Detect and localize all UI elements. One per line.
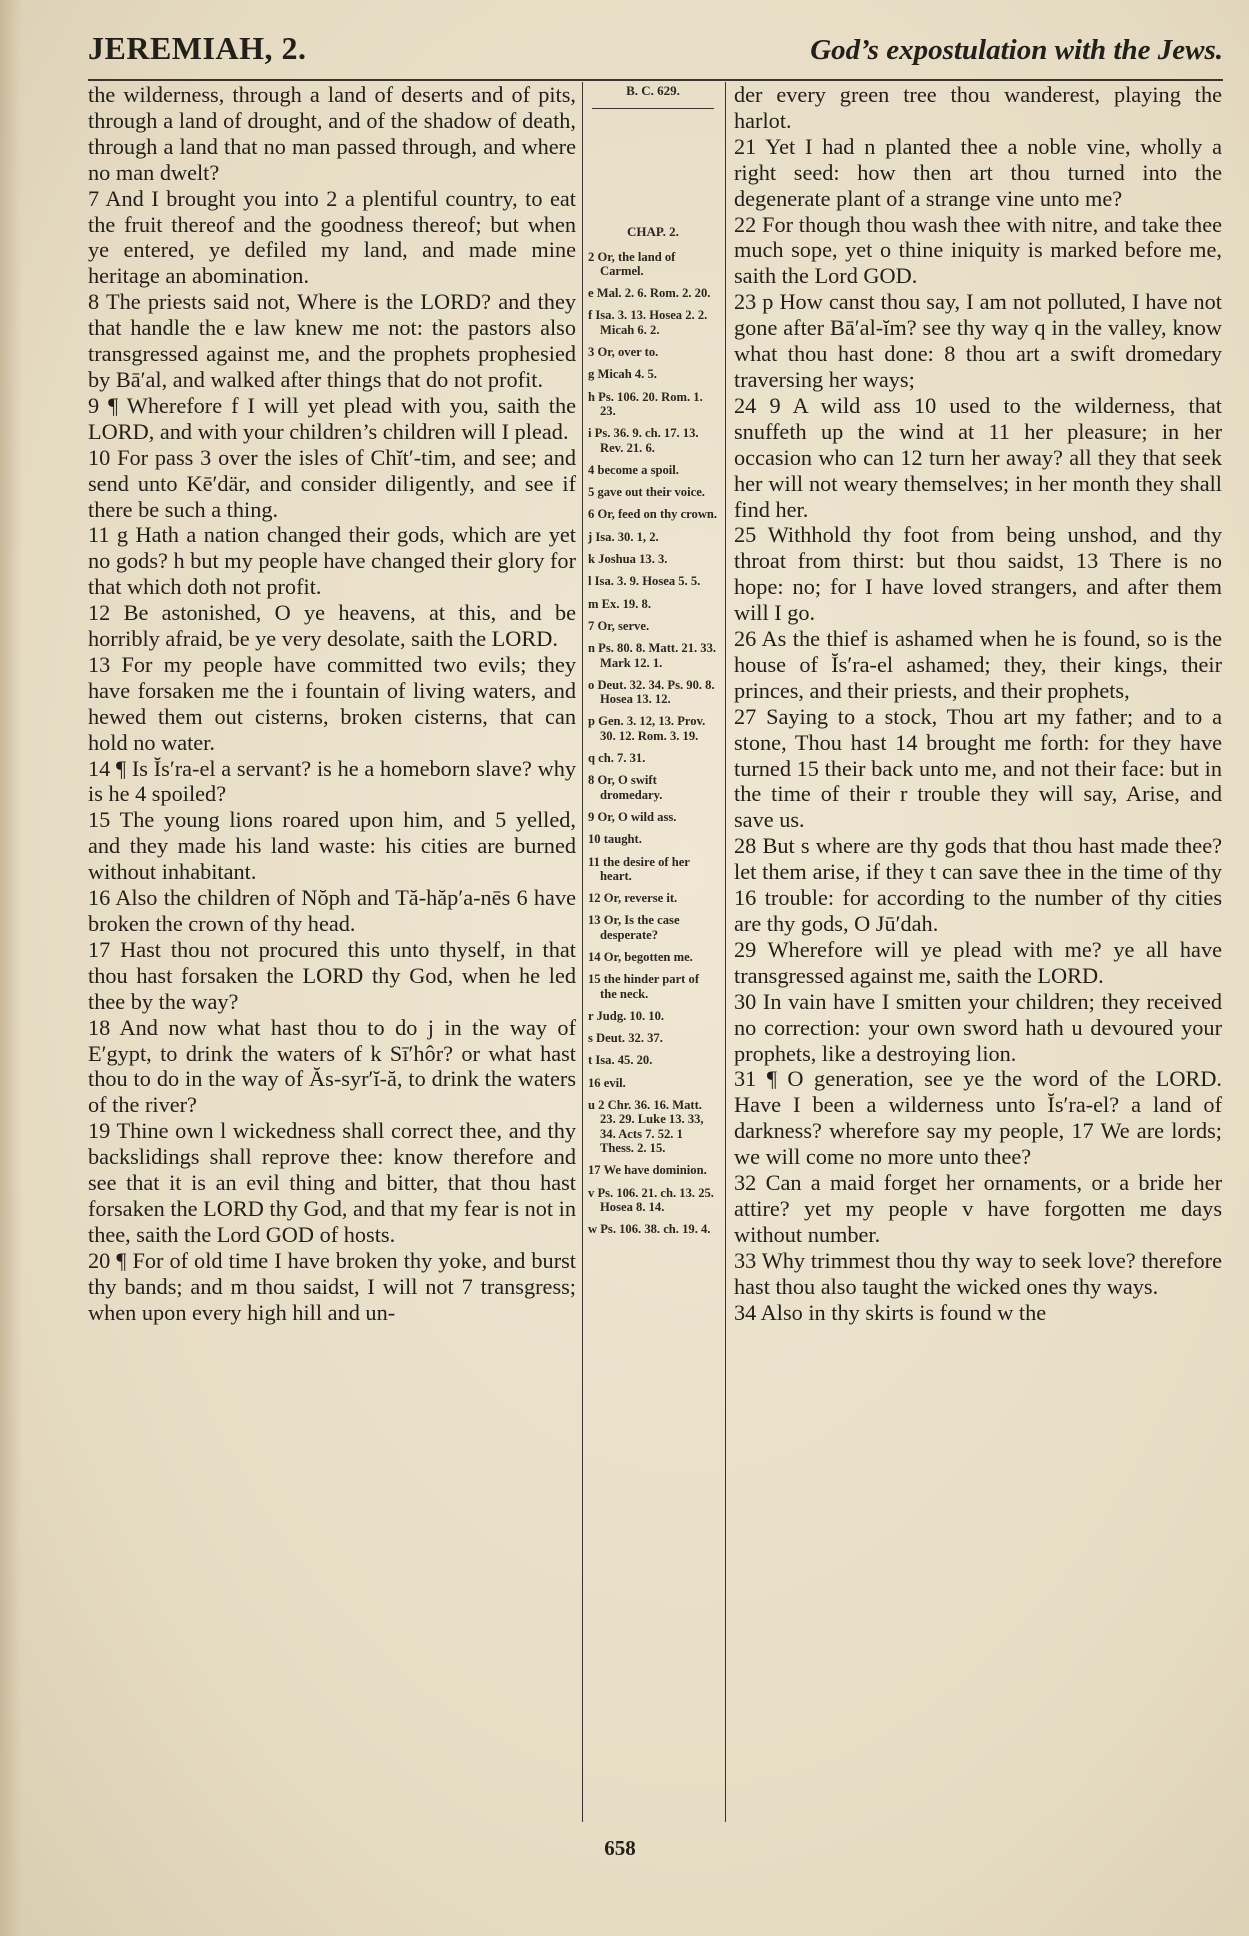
header-rule <box>88 79 1223 81</box>
verse-11: 11 g Hath a nation changed their gods, which are yet no gods? h but my people have changed their glory for that which doth not profit. <box>88 522 576 600</box>
margin-note: 16 evil. <box>588 1075 626 1090</box>
right-text-column <box>734 82 1222 1326</box>
running-title: God’s expostulation with the Jews. <box>810 34 1223 66</box>
margin-note: t Isa. 45. 20. <box>588 1053 653 1068</box>
margin-note: 15 the hinder part of the neck. <box>588 972 700 1001</box>
margin-note: w Ps. 106. 38. ch. 19. 4. <box>588 1222 711 1237</box>
margin-note: o Deut. 32. 34. Ps. 90. 8. Hosea 13. 12. <box>588 677 715 707</box>
margin-note: 7 Or, serve. <box>588 618 650 633</box>
margin-note: 14 Or, begotten me. <box>588 949 693 964</box>
margin-note: u 2 Chr. 36. 16. Matt. 23. 29. Luke 13. 33, 34. Acts 7. 52. 1 Thess. 2. 15. <box>588 1098 704 1155</box>
chapter-label: CHAP. 2. <box>627 224 679 240</box>
verse-6-continued: the wilderness, through a land of deserts and of pits, through a land of drought, and of the shadow of death, through a land that no man passed through, and where no man dwelt? <box>88 82 576 185</box>
verse-17: 17 Hast thou not procured this unto thyself, in that thou hast forsaken the LORD thy God, when he led thee by the way? <box>88 936 576 1014</box>
column-divider-left <box>582 82 583 1822</box>
margin-note: 9 Or, O wild ass. <box>588 809 677 824</box>
left-text-column <box>88 82 576 1326</box>
verse-14: 14 ¶ Is Ĭs′ra-el a servant? is he a homeborn slave? why is he 4 spoiled? <box>88 755 576 807</box>
verse-27: 27 Saying to a stock, Thou art my father; and to a stone, Thou hast 14 brought me forth: for they have turned 15 their back unto me, and not their face: but in the time of their r trouble they will say, Arise, and save us. <box>734 703 1222 833</box>
margin-note: n Ps. 80. 8. Matt. 21. 33. Mark 12. 1. <box>588 641 717 670</box>
verse-9: 9 ¶ Wherefore f I will yet plead with you, saith the LORD, and with your children’s children will I plead. <box>88 392 576 444</box>
verse-7: 7 And I brought you into 2 a plentiful country, to eat the fruit thereof and the goodness thereof; but when ye entered, ye defiled my land, and made mine heritage an abomination. <box>88 185 576 289</box>
margin-note: 2 Or, the land of Carmel. <box>588 249 676 278</box>
margin-note: f Isa. 3. 13. Hosea 2. 2. Micah 6. 2. <box>588 308 708 337</box>
margin-note: 3 Or, over to. <box>588 345 659 360</box>
verse-20: 20 ¶ For of old time I have broken thy yoke, and burst thy bands; and m thou saidst, I will not 7 transgress; when upon every high hill and un- <box>88 1247 576 1325</box>
verse-15: 15 The young lions roared upon him, and 5 yelled, and they made his land waste: his cities are burned without inhabitant. <box>88 807 576 885</box>
margin-note: 17 We have dominion. <box>588 1163 707 1178</box>
margin-note: 6 Or, feed on thy crown. <box>588 507 718 522</box>
margin-note: l Isa. 3. 9. Hosea 5. 5. <box>588 574 701 589</box>
era-date: B. C. 629. <box>626 83 680 98</box>
page-edge-shadow <box>0 0 22 1936</box>
margin-note: 12 Or, reverse it. <box>588 891 678 906</box>
column-divider-right <box>725 82 726 1822</box>
verse-10: 10 For pass 3 over the isles of Chĭt′-tim, and see; and send unto Kē′där, and consider diligently, and see if there be such a thing. <box>88 444 576 522</box>
margin-note: 13 Or, Is the case desperate? <box>588 913 680 942</box>
verse-34: 34 Also in thy skirts is found w the <box>734 1299 1047 1325</box>
page-number: 658 <box>604 1836 636 1860</box>
margin-note: k Joshua 13. 3. <box>588 552 668 567</box>
margin-note: h Ps. 106. 20. Rom. 1. 23. <box>588 389 703 418</box>
verse-8: 8 The priests said not, Where is the LORD? and they that handle the e law knew me not: the pastors also transgressed against me, and the prophets prophesied by Bā′al, and walked after things that do not profit. <box>88 289 576 392</box>
center-reference-column <box>588 84 718 1244</box>
verse-21: 21 Yet I had n planted thee a noble vine, wholly a right seed: how then art thou turned into the degenerate plant of a strange vine unto me? <box>734 133 1222 211</box>
margin-note: v Ps. 106. 21. ch. 13. 25. Hosea 8. 14. <box>588 1185 714 1214</box>
verse-28: 28 But s where are thy gods that thou hast made thee? let them arise, if they t can save thee in the time of thy 16 trouble: for according to the number of thy cities are thy gods, O Jū′dah. <box>734 833 1222 936</box>
margin-note: 11 the desire of her heart. <box>588 854 690 883</box>
running-head <box>88 30 1223 78</box>
verse-30: 30 In vain have I smitten your children; they received no correction: your own sword hath u devoured your prophets, like a destroying lion. <box>734 988 1222 1066</box>
margin-note: 5 gave out their voice. <box>588 485 705 500</box>
era-rule <box>592 108 714 109</box>
margin-note: 8 Or, O swift dromedary. <box>588 773 663 802</box>
verse-18: 18 And now what hast thou to do j in the way of E′gypt, to drink the waters of k Sī′hôr? or what hast thou to do in the way of Ăs-syr′ĭ-ă, to drink the waters of the river? <box>88 1014 576 1118</box>
margin-note: e Mal. 2. 6. Rom. 2. 20. <box>588 286 711 301</box>
margin-note: i Ps. 36. 9. ch. 17. 13. Rev. 21. 6. <box>588 426 699 455</box>
verse-31: 31 ¶ O generation, see ye the word of the LORD. Have I been a wilderness unto Ĭs′ra-el? a land of darkness? wherefore say my people, 17 We are lords; we will come no more unto thee? <box>734 1066 1222 1170</box>
verse-19: 19 Thine own l wickedness shall correct thee, and thy backslidings shall reprove thee: know therefore and see that it is an evil thing and bitter, that thou hast forsaken the LORD thy God, and that my fear is not in thee, saith the Lord GOD of hosts. <box>88 1118 576 1247</box>
margin-note: s Deut. 32. 37. <box>588 1031 663 1046</box>
margin-note: 4 become a spoil. <box>588 462 679 477</box>
verse-24: 24 9 A wild ass 10 used to the wilderness, that snuffeth up the wind at 11 her pleasure; in her occasion who can 12 turn her away? all they that seek her will not weary themselves; in her month they shall find her. <box>734 392 1222 522</box>
verse-26: 26 As the thief is ashamed when he is found, so is the house of Ĭs′ra-el ashamed; they, their kings, their princes, and their priests, and their prophets, <box>734 626 1222 703</box>
verse-33: 33 Why trimmest thou thy way to seek love? therefore hast thou also taught the wicked ones thy ways. <box>734 1247 1222 1299</box>
verse-13: 13 For my people have committed two evils; they have forsaken me the i fountain of living waters, and hewed them out cisterns, broken cisterns, that can hold no water. <box>88 651 576 755</box>
margin-note: m Ex. 19. 8. <box>588 596 651 611</box>
margin-note: j Isa. 30. 1, 2. <box>588 529 659 544</box>
verse-25: 25 Withhold thy foot from being unshod, and thy throat from thirst: but thou saidst, 13 There is no hope: no; for I have loved strangers, and after them will I go. <box>734 522 1222 626</box>
verse-32: 32 Can a maid forget her ornaments, or a bride her attire? yet my people v have forgotten me days without number. <box>734 1170 1222 1247</box>
verse-16: 16 Also the children of Nŏph and Tă-hăp′a-nēs 6 have broken the crown of thy head. <box>88 885 576 936</box>
verse-22: 22 For though thou wash thee with nitre, and take thee much sope, yet o thine iniquity is marked before me, saith the Lord GOD. <box>734 211 1222 289</box>
margin-note: q ch. 7. 31. <box>588 751 646 766</box>
verse-29: 29 Wherefore will ye plead with me? ye all have transgressed against me, saith the LORD. <box>734 936 1222 988</box>
margin-note: p Gen. 3. 12, 13. Prov. 30. 12. Rom. 3. 19. <box>588 714 706 743</box>
verse-20-continued: der every green tree thou wanderest, playing the harlot. <box>734 82 1222 133</box>
book-chapter-heading: JEREMIAH, 2. <box>88 30 307 66</box>
margin-note: r Judg. 10. 10. <box>588 1008 665 1023</box>
margin-note: 10 taught. <box>588 832 642 847</box>
verse-23: 23 p How canst thou say, I am not polluted, I have not gone after Bā′al-ĭm? see thy way q in the valley, know what thou hast done: 8 thou art a swift dromedary traversing her ways; <box>734 289 1222 392</box>
margin-note: g Micah 4. 5. <box>588 367 657 382</box>
verse-12: 12 Be astonished, O ye heavens, at this, and be horribly afraid, be ye very desolate, saith the LORD. <box>88 600 576 652</box>
